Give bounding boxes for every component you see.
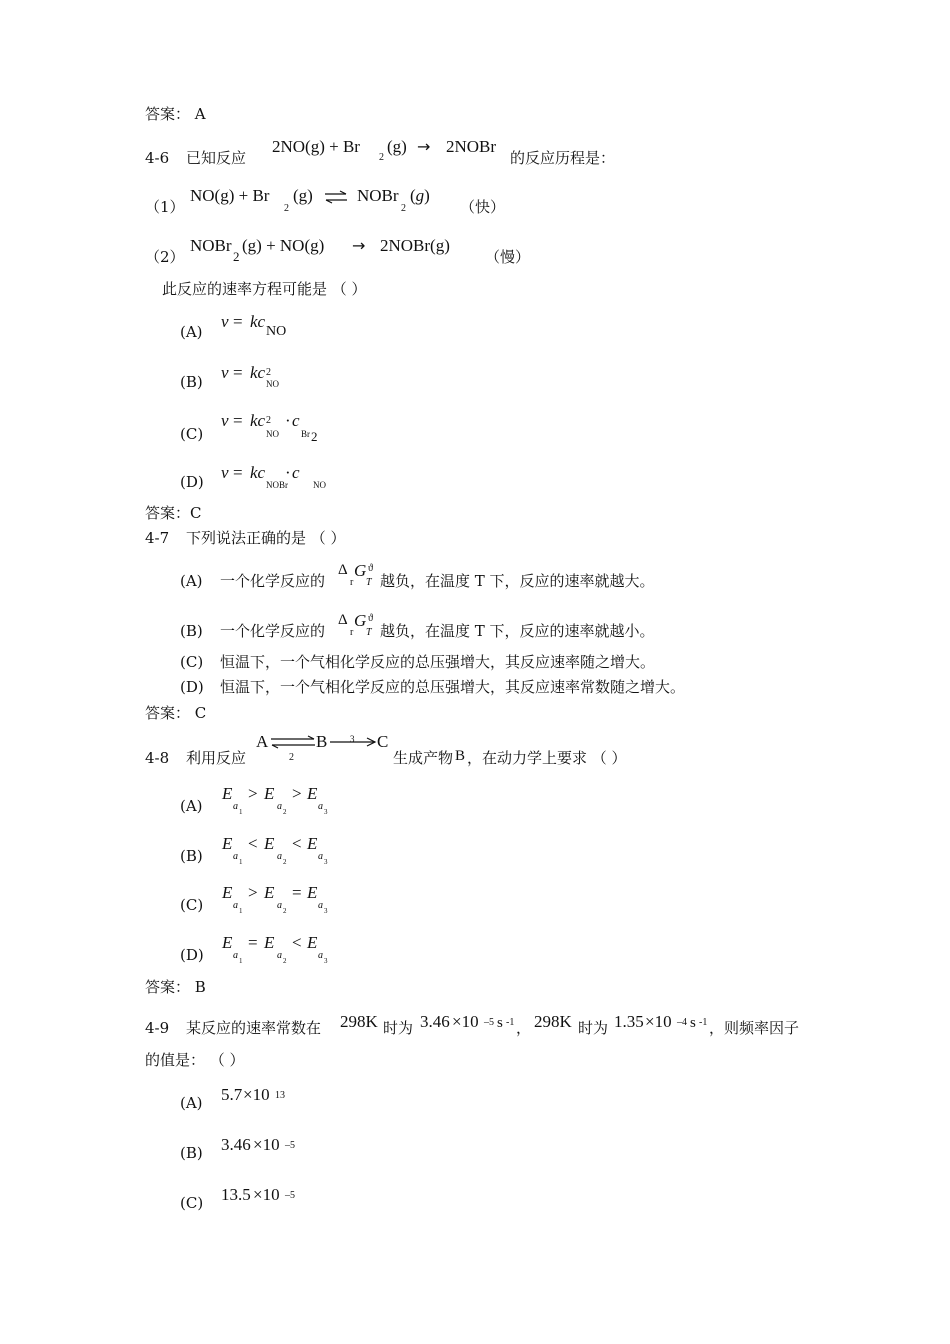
question-4-9-stem-4: 时为 xyxy=(578,1019,609,1037)
question-4-8-prefix: 利用反应 xyxy=(186,749,247,767)
answer-4-5: 答案： A xyxy=(145,105,206,123)
question-4-6-prefix: 已知反应 xyxy=(186,149,247,167)
option-4-7-a-label: (A) xyxy=(180,572,203,590)
option-4-9-c-label: (C) xyxy=(180,1194,204,1212)
option-4-8-c-label: (C) xyxy=(180,896,204,914)
answer-4-7: 答案： C xyxy=(145,704,207,722)
question-4-8-suffix-c: ，在动力学上要求 （ ） xyxy=(467,749,627,767)
option-4-8-a-label: (A) xyxy=(180,797,203,815)
step-1-speed: （快） xyxy=(460,198,506,216)
question-number-4-6: 4-6 xyxy=(145,149,170,167)
option-4-7-d-text: 恒温下，一个气相化学反应的总压强增大，其反应速率常数随之增大。 xyxy=(220,678,686,696)
question-4-8-suffix-b: B xyxy=(455,748,466,764)
option-4-7-d-label: (D) xyxy=(180,678,204,696)
step-1-label: （1） xyxy=(145,198,185,216)
question-4-8-suffix-a: 生成产物 xyxy=(393,749,454,767)
question-4-6-stem: 此反应的速率方程可能是 （ ） xyxy=(162,280,367,298)
answer-4-6: 答案：C xyxy=(145,504,202,522)
option-4-7-a-post: 越负，在温度 T 下，反应的速率就越大。 xyxy=(380,572,655,590)
question-number-4-7: 4-7 xyxy=(145,529,170,547)
question-number-4-8: 4-8 xyxy=(145,749,170,767)
option-4-7-c-text: 恒温下，一个气相化学反应的总压强增大，其反应速率随之增大。 xyxy=(220,653,656,671)
question-4-9-stem-3: ， xyxy=(516,1019,532,1037)
step-2-speed: （慢） xyxy=(485,248,531,266)
question-4-9-stem-2: 时为 xyxy=(383,1019,414,1037)
option-4-7-b-label: (B) xyxy=(180,622,203,640)
option-4-9-b-label: (B) xyxy=(180,1144,203,1162)
option-4-8-b-label: (B) xyxy=(180,847,203,865)
step-2-label: （2） xyxy=(145,248,185,266)
answer-4-8: 答案： B xyxy=(145,978,206,996)
option-4-7-c-label: (C) xyxy=(180,653,204,671)
option-4-9-a-label: (A) xyxy=(180,1094,203,1112)
question-number-4-9: 4-9 xyxy=(145,1019,170,1037)
equilibrium-arrow-icon xyxy=(270,736,316,750)
temperature-2: 298K xyxy=(534,1012,572,1031)
option-4-6-b-label: (B) xyxy=(180,373,203,391)
option-4-7-a-pre: 一个化学反应的 xyxy=(220,572,326,590)
question-4-7-stem: 下列说法正确的是 （ ） xyxy=(186,529,346,547)
temperature-1: 298K xyxy=(340,1012,378,1031)
option-4-6-a-label: (A) xyxy=(180,323,203,341)
option-4-7-b-post: 越负，在温度 T 下，反应的速率就越小。 xyxy=(380,622,655,640)
option-4-8-d-label: (D) xyxy=(180,946,204,964)
question-4-6-suffix: 的反应历程是： xyxy=(510,149,616,167)
question-4-9-stem-5: ，则频率因子 xyxy=(709,1019,800,1037)
option-4-7-b-pre: 一个化学反应的 xyxy=(220,622,326,640)
option-4-6-d-label: (D) xyxy=(180,473,204,491)
option-4-6-c-label: (C) xyxy=(180,425,204,443)
equilibrium-arrow-icon xyxy=(324,190,348,204)
question-4-9-stem-1: 某反应的速率常数在 xyxy=(186,1019,322,1037)
question-4-9-line-2: 的值是： （ ） xyxy=(145,1051,245,1069)
